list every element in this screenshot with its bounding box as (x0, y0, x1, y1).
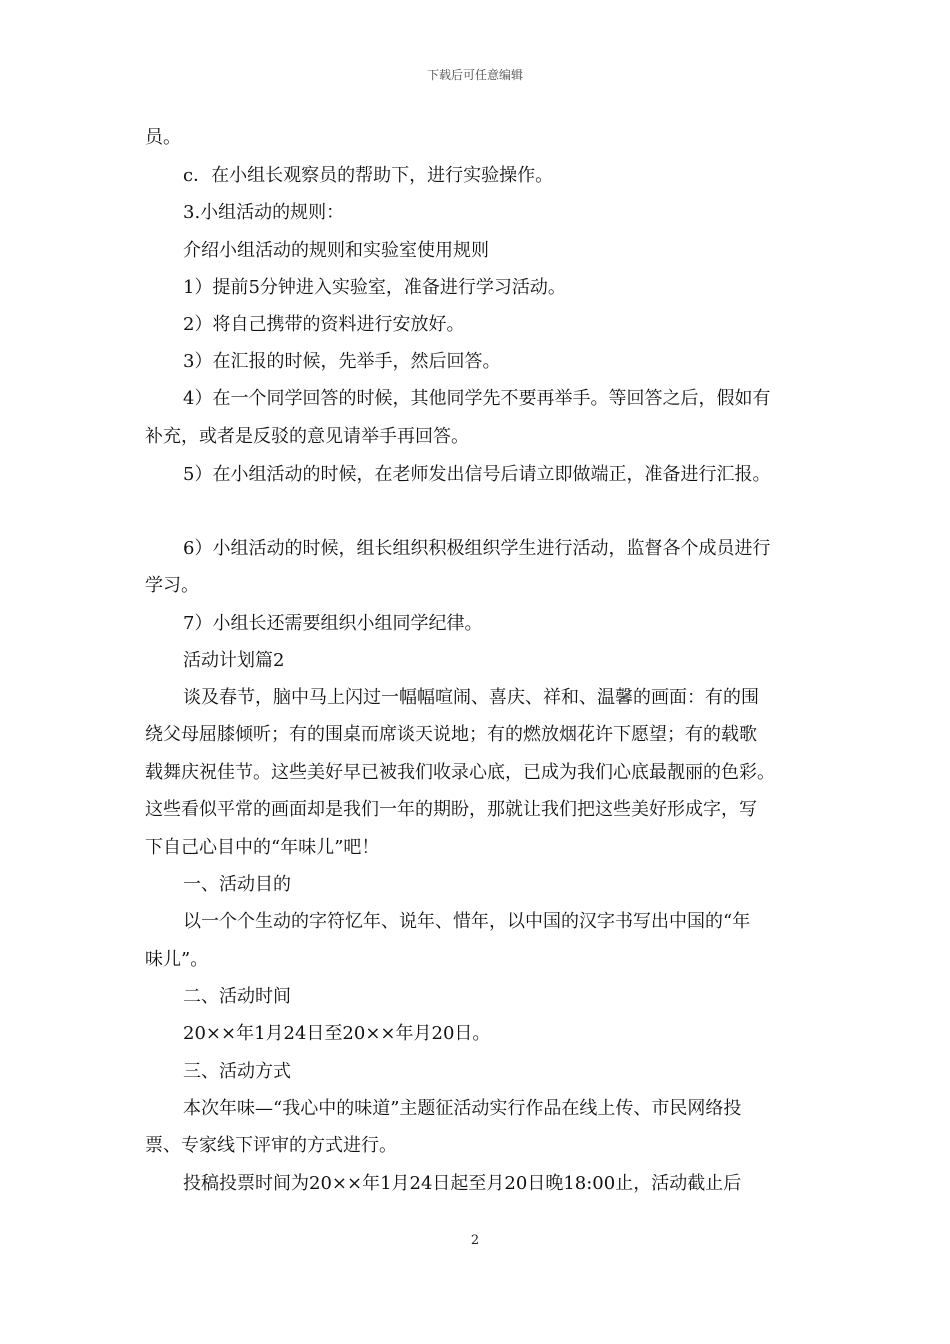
text-line: 5）在小组活动的时候，在老师发出信号后请立即做端正，准备进行汇报。 (183, 464, 771, 485)
text-line: 以一个个生动的字符忆年、说年、惜年，以中国的汉字书写出中国的“年 (183, 911, 751, 932)
page-header: 下载后可任意编辑 (426, 68, 523, 82)
text-line: 介绍小组活动的规则和实验室使用规则 (183, 240, 489, 261)
text-line: 味儿”。 (145, 949, 209, 970)
text-line: 员。 (145, 127, 181, 148)
text-line: 4）在一个同学回答的时候，其他同学先不要再举手。等回答之后，假如有 (183, 388, 771, 409)
text-line: 投稿投票时间为20××年1月24日起至月20日晚18:00止，活动截止后 (183, 1173, 742, 1194)
text-line: 6）小组活动的时候，组长组织积极组织学生进行活动，监督各个成员进行 (183, 538, 771, 559)
section-heading: 三、活动方式 (183, 1061, 291, 1082)
text-line: 谈及春节，脑中马上闪过一幅幅喧闹、喜庆、祥和、温馨的画面：有的围 (183, 687, 759, 708)
text-line: 载舞庆祝佳节。这些美好早已被我们收录心底，已成为我们心底最靓丽的色彩。 (145, 762, 775, 783)
text-line: 票、专家线下评审的方式进行。 (145, 1135, 397, 1156)
text-line: c．在小组长观察员的帮助下，进行实验操作。 (183, 165, 554, 186)
text-line: 20××年1月24日至20××年月20日。 (183, 1023, 491, 1044)
text-line: 学习。 (145, 575, 199, 596)
text-line: 1）提前5分钟进入实验室，准备进行学习活动。 (183, 277, 566, 298)
text-line: 绕父母屈膝倾听；有的围桌而席谈天说地；有的燃放烟花许下愿望；有的载歌 (145, 724, 757, 745)
section-title: 活动计划篇2 (183, 650, 285, 671)
page-number: 2 (470, 1233, 480, 1248)
text-line: 7）小组长还需要组织小组同学纪律。 (183, 613, 483, 634)
text-line: 这些看似平常的画面却是我们一年的期盼，那就让我们把这些美好形成字，写 (145, 799, 757, 820)
text-line: 3）在汇报的时候，先举手，然后回答。 (183, 351, 501, 372)
text-line: 2）将自己携带的资料进行安放好。 (183, 314, 465, 335)
text-line: 补充，或者是反驳的意见请举手再回答。 (145, 426, 469, 447)
text-line: 3.小组活动的规则： (183, 202, 345, 223)
section-heading: 二、活动时间 (183, 986, 291, 1007)
text-line: 本次年味—“我心中的味道”主题征活动实行作品在线上传、市民网络投 (183, 1098, 742, 1119)
text-line: 下自己心目中的“年味儿”吧！ (145, 837, 380, 858)
section-heading: 一、活动目的 (183, 874, 291, 895)
